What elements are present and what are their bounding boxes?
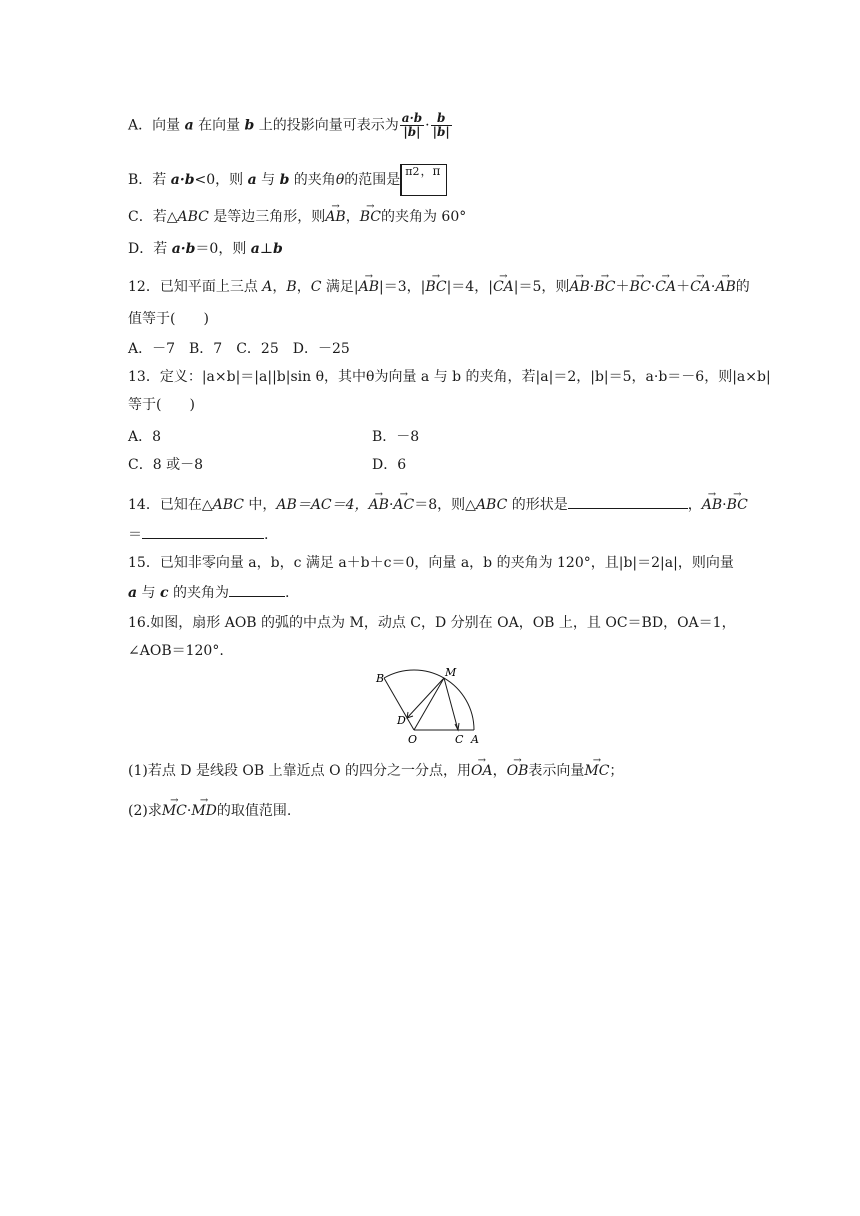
question-13-line-1: 13．定义：|a×b|＝|a||b|sin θ，其中θ为向量 a 与 b 的夹角，若|a|＝2，|b|＝5，a·b＝－6，则|a×b| xyxy=(128,369,771,385)
question-14-line-1: 14．已知在△ABC 中，AB＝AC＝4，→ AB·→ AC＝8，则△ABC 的形状是 ，→ AB·→ BC xyxy=(128,494,748,514)
question-12-options: A．－7 B．7 C．25 D．－25 xyxy=(128,341,350,357)
interval-bracket: π2，π xyxy=(400,164,442,196)
question-16-line-2: ∠AOB＝120°. xyxy=(128,643,224,659)
question-16-line-1: 16.如图，扇形 AOB 的弧的中点为 M，动点 C，D 分别在 OA，OB 上，且 OC＝BD，OA＝1， xyxy=(128,615,736,631)
label-O: O xyxy=(408,733,418,746)
sector-figure xyxy=(370,664,490,748)
label-M: M xyxy=(445,666,457,679)
question-13-option-c: C．8 或－8 xyxy=(128,457,203,473)
question-15-line-2: a 与 c 的夹角为 . xyxy=(128,582,289,602)
question-14-line-2: ＝ . xyxy=(128,524,268,544)
label-B: B xyxy=(376,672,385,685)
option-d-11: D．若 a·b＝0，则 a⊥b xyxy=(128,241,283,257)
question-13-option-a: A．8 xyxy=(128,429,162,445)
projection-fraction-1: $\frac{a\cdot b}{|b|}$ xyxy=(401,111,423,139)
option-b-11: B．若 a·b<0，则 a 与 b 的夹角θ的范围是π2，π xyxy=(128,164,447,196)
option-c-11: C．若△ABC 是等边三角形，则→ AB，→ BC的夹角为 60° xyxy=(128,208,466,226)
question-16-part-2: (2)求→ MC·→ MD的取值范围. xyxy=(128,802,291,820)
label-A: A xyxy=(471,733,479,746)
question-16-part-1: (1)若点 D 是线段 OB 上靠近点 O 的四分之一分点，用→ OA，→ OB表示向量→ MC； xyxy=(128,762,623,780)
question-13-option-b: B．－8 xyxy=(372,429,420,445)
question-12-line-2: 值等于( ) xyxy=(128,311,209,327)
projection-fraction-2: $\frac{b}{|b|}$ xyxy=(432,111,450,139)
answer-blank-dot-product xyxy=(142,524,264,539)
answer-blank-shape xyxy=(568,494,688,509)
option-a-11: A．向量 a 在向量 b 上的投影向量可表示为 $\frac{a\cdot b}{|b|}$ · $\frac{b}{|b|}$ xyxy=(128,111,450,139)
question-12-line-1: 12．已知平面上三点 A，B，C 满足|→ AB|＝3，|→ BC|＝4，|→ CA|＝5，则→ AB·→ BC＋→ BC·→ CA＋→ CA·→ AB的 xyxy=(128,278,750,296)
question-13-option-d: D．6 xyxy=(372,457,407,473)
label-D: D xyxy=(397,714,406,727)
label-C: C xyxy=(455,733,464,746)
question-13-line-2: 等于( ) xyxy=(128,397,195,413)
answer-blank-angle xyxy=(229,582,285,597)
question-15-line-1: 15．已知非零向量 a，b，c 满足 a＋b＋c＝0，向量 a，b 的夹角为 120°，且|b|＝2|a|，则向量 xyxy=(128,555,734,571)
